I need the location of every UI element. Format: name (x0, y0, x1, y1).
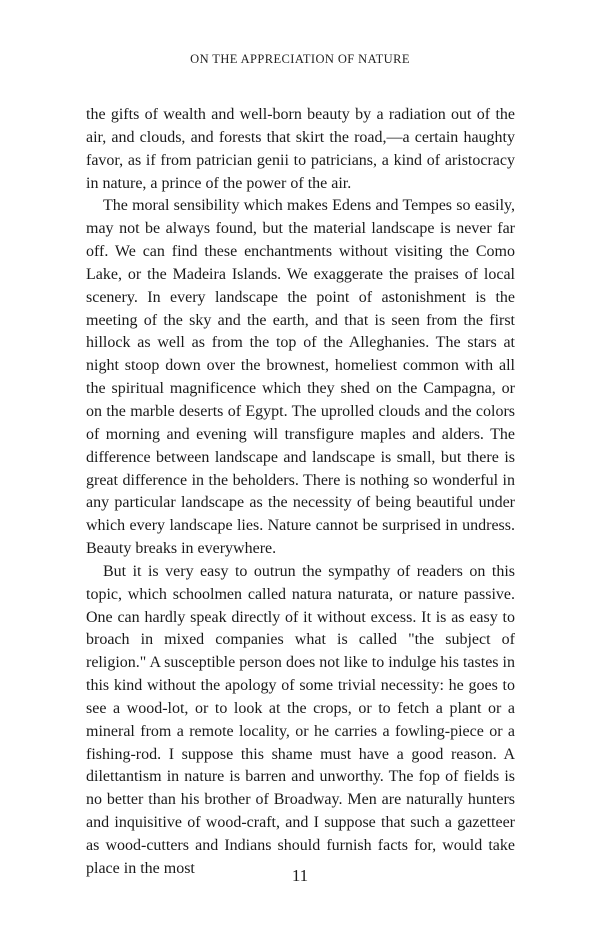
running-head: ON THE APPRECIATION OF NATURE (190, 52, 410, 66)
paragraph-moral-sensibility: The moral sensibility which makes Edens and Tempes so easily, may not be always found, but the material landscape is never far off. We can find these enchantments without visiting the Como Lake, or the Madeira Islands. We exaggerate the praises of local scenery. In every landscape the point of astonishment is the meeting of the sky and the earth, and that is seen from the first hillock as well as from the top of the Alleghanies. The stars at night stoop down over the brownest, homeliest common with all the spiritual magnificence which they shed on the Campagna, or on the marble deserts of Egypt. The uprolled clouds and the colors of morning and evening will transfigure maples and alders. The difference between landscape and landscape is small, but there is great difference in the beholders. There is nothing so wonderful in any particular landscape as the necessity of being beautiful under which every landscape lies. Nature cannot be surprised in undress. Beauty breaks in everywhere. (86, 197, 515, 558)
page-number: 11 (291, 866, 309, 885)
paragraph-sympathy-of-readers: But it is very easy to outrun the sympathy of readers on this topic, which schoolmen called natura naturata, or nature passive. One can hardly speak directly of it without excess. It is as easy to broach in mixed companies what is called "the subject of religion." A susceptible person does not like to indulge his tastes in this kind without the apology of some trivial necessity: he goes to see a wood-lot, or to look at the crops, or to fetch a plant or a mineral from a remote locality, or he carries a fowling-piece or a fishing-rod. I suppose this shame must have a good reason. A dilettantism in nature is barren and unworthy. The fop of fields is no better than his brother of Broadway. Men are naturally hunters and inquisitive of wood-craft, and I suppose that such a gazetteer as wood-cutters and Indians should furnish facts for, would take place in the most (86, 562, 515, 877)
body-text (86, 104, 515, 881)
paragraph-continuation: the gifts of wealth and well-born beauty by a radiation out of the air, and clouds, and forests that skirt the road,—a certain haughty favor, as if from patrician genii to patricians, a kind of aristocracy in nature, a prince of the power of the air. (86, 106, 515, 192)
